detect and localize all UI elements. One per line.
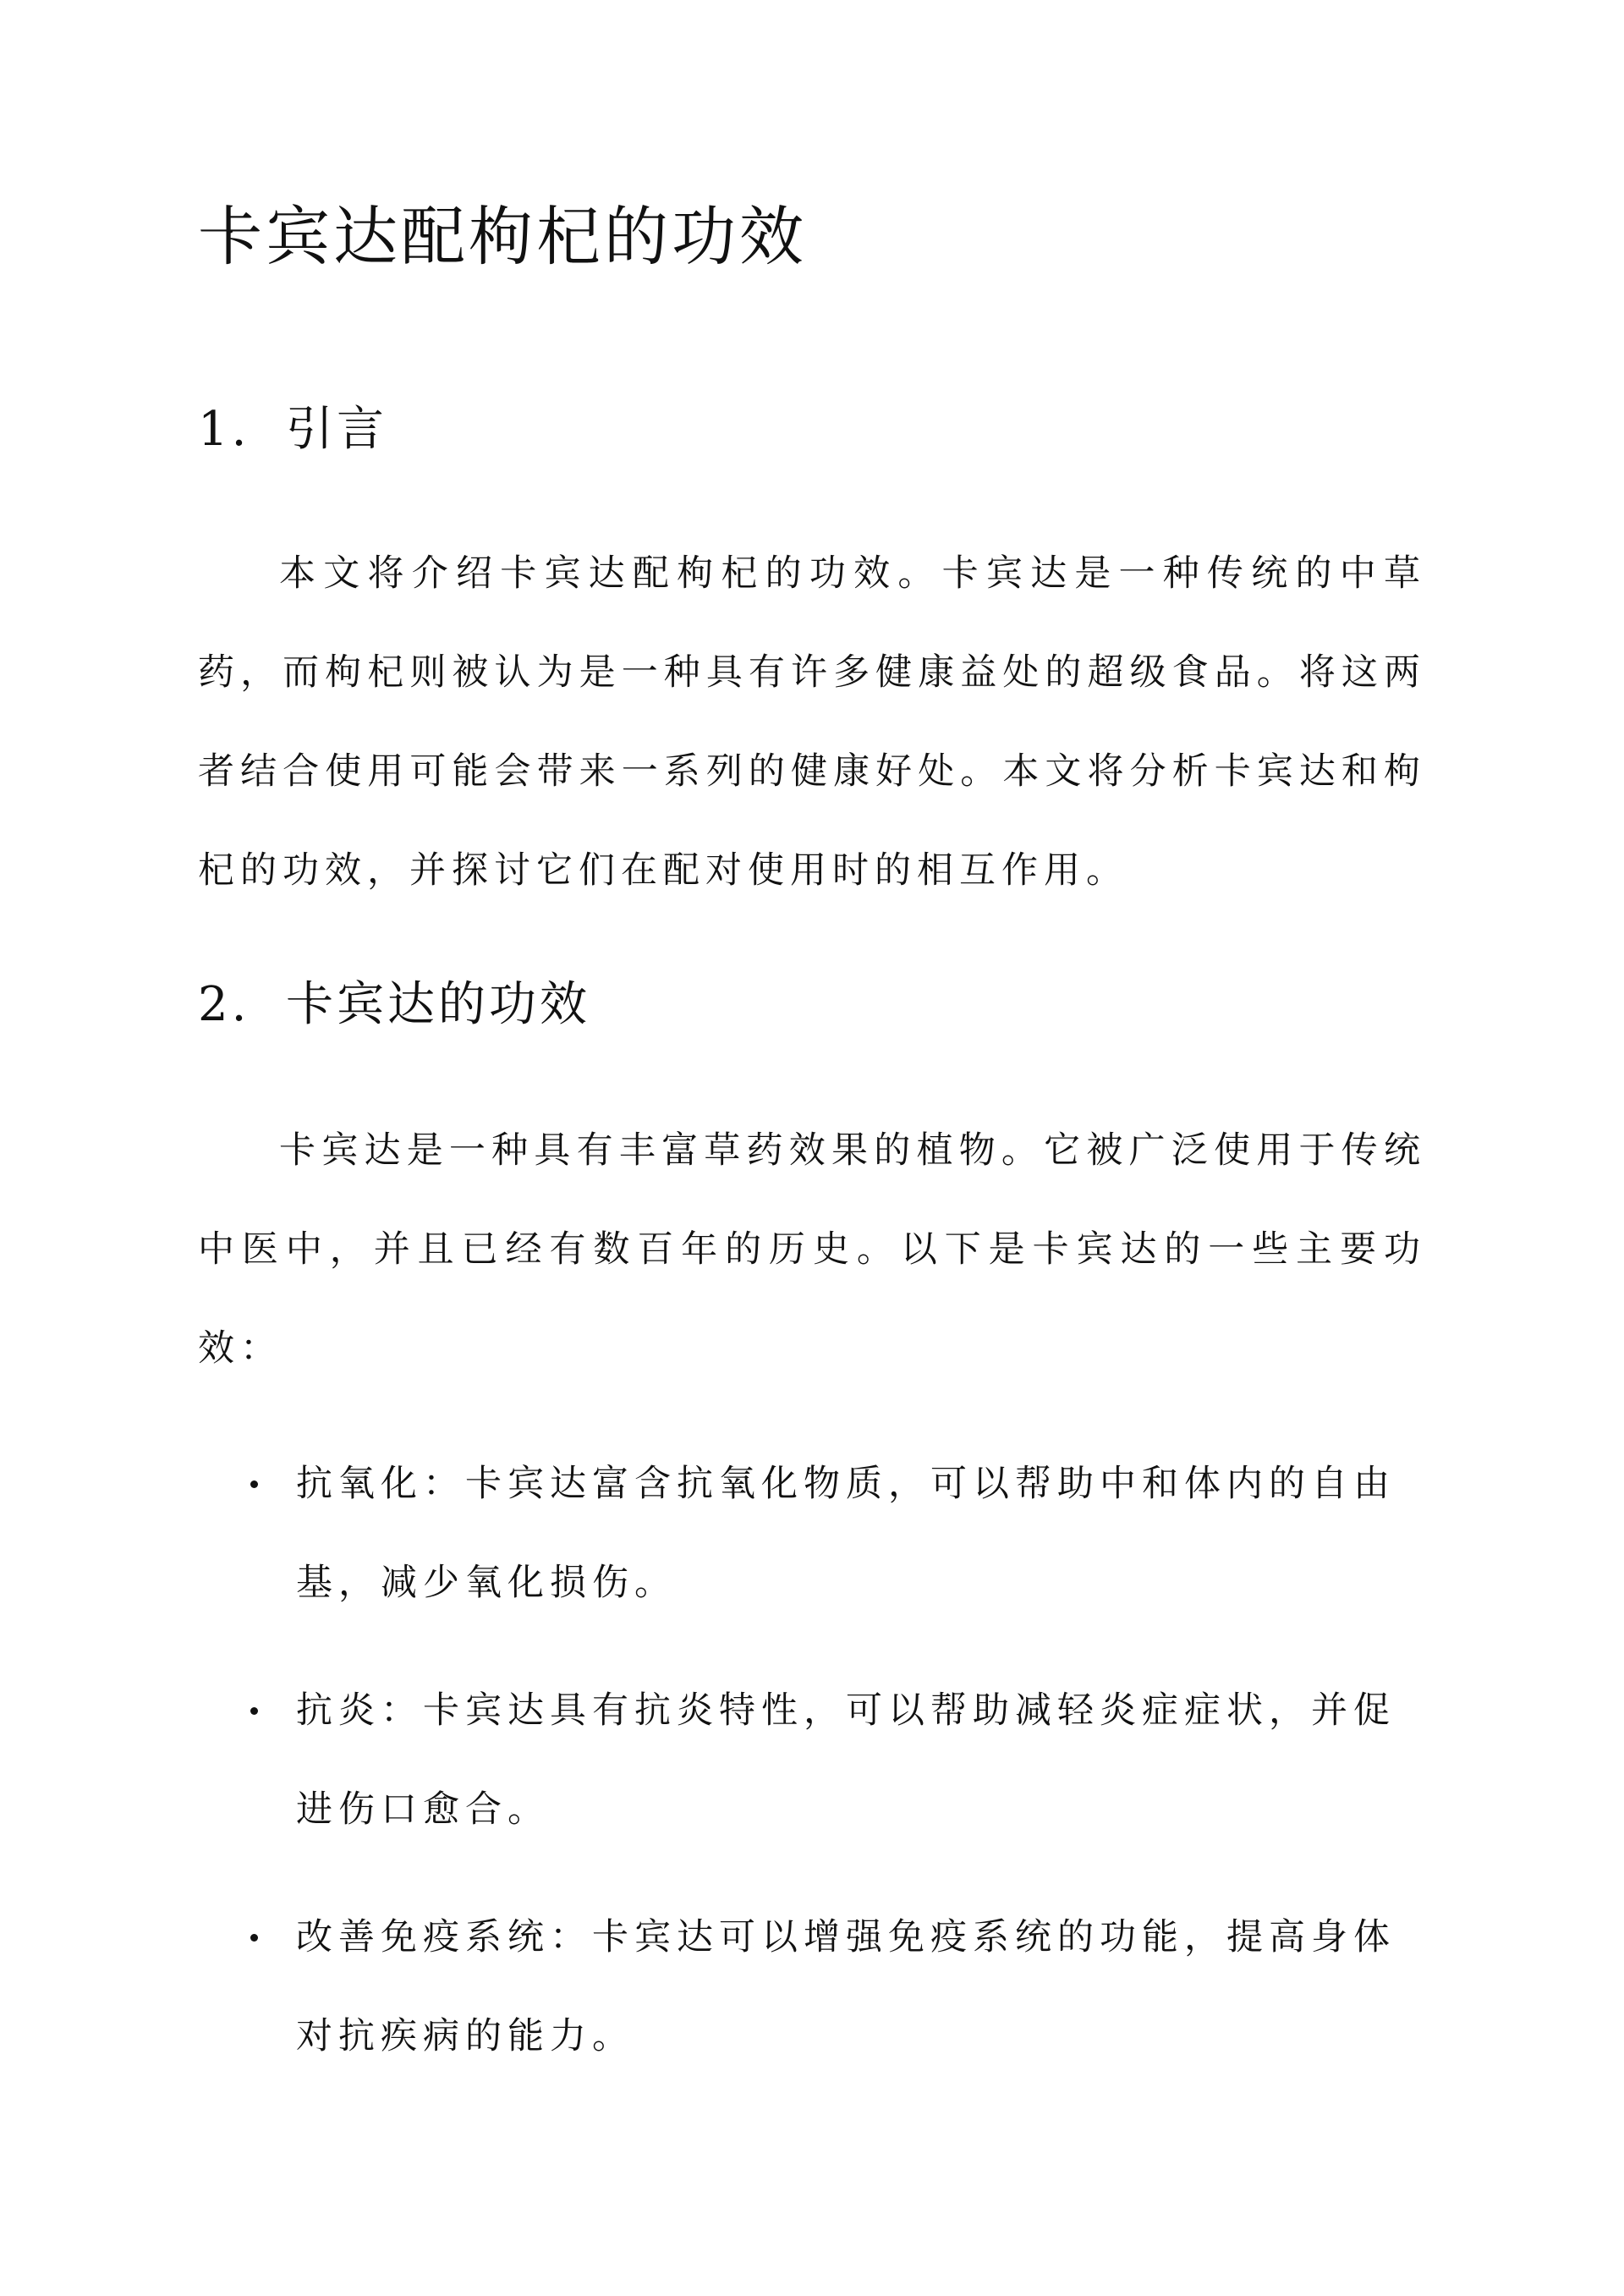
bullet-item-immune-system bbox=[198, 1888, 1396, 2086]
section-heading-text: 卡宾达的功效 bbox=[286, 977, 590, 1032]
section-heading-efficacy bbox=[198, 971, 590, 1039]
bullet-dot-icon bbox=[250, 1707, 258, 1715]
bullet-text: 抗氧化：卡宾达富含抗氧化物质，可以帮助中和体内的自由基，减少氧化损伤。 bbox=[296, 1463, 1396, 1604]
section-heading-intro bbox=[198, 396, 387, 464]
bullet-dot-icon bbox=[250, 1934, 258, 1942]
bullet-text: 改善免疫系统：卡宾达可以增强免疫系统的功能，提高身体对抗疾病的能力。 bbox=[296, 1916, 1396, 2057]
intro-paragraph: 本文将介绍卡宾达配枸杞的功效。卡宾达是一种传统的中草药，而枸杞则被认为是一种具有许多健康益处的超级食品。将这两者结合使用可能会带来一系列的健康好处。本文将分析卡宾达和枸杞的功效，并探讨它们在配对使用时的相互作用。 bbox=[198, 552, 1426, 892]
section-number: 1. bbox=[198, 402, 250, 457]
bullet-item-antioxidant bbox=[198, 1435, 1396, 1633]
bullet-item-anti-inflammatory bbox=[198, 1662, 1396, 1859]
bullet-text: 抗炎：卡宾达具有抗炎特性，可以帮助减轻炎症症状，并促进伤口愈合。 bbox=[296, 1689, 1396, 1831]
section-number: 2. bbox=[198, 977, 250, 1032]
efficacy-bullet-list bbox=[198, 1435, 1426, 2115]
document-title: 卡宾达配枸杞的功效 bbox=[198, 199, 807, 274]
section-heading-text: 引言 bbox=[286, 402, 387, 457]
efficacy-paragraph: 卡宾达是一种具有丰富草药效果的植物。它被广泛使用于传统中医中，并且已经有数百年的历史。以下是卡宾达的一些主要功效： bbox=[198, 1129, 1426, 1370]
bullet-dot-icon bbox=[250, 1480, 258, 1488]
